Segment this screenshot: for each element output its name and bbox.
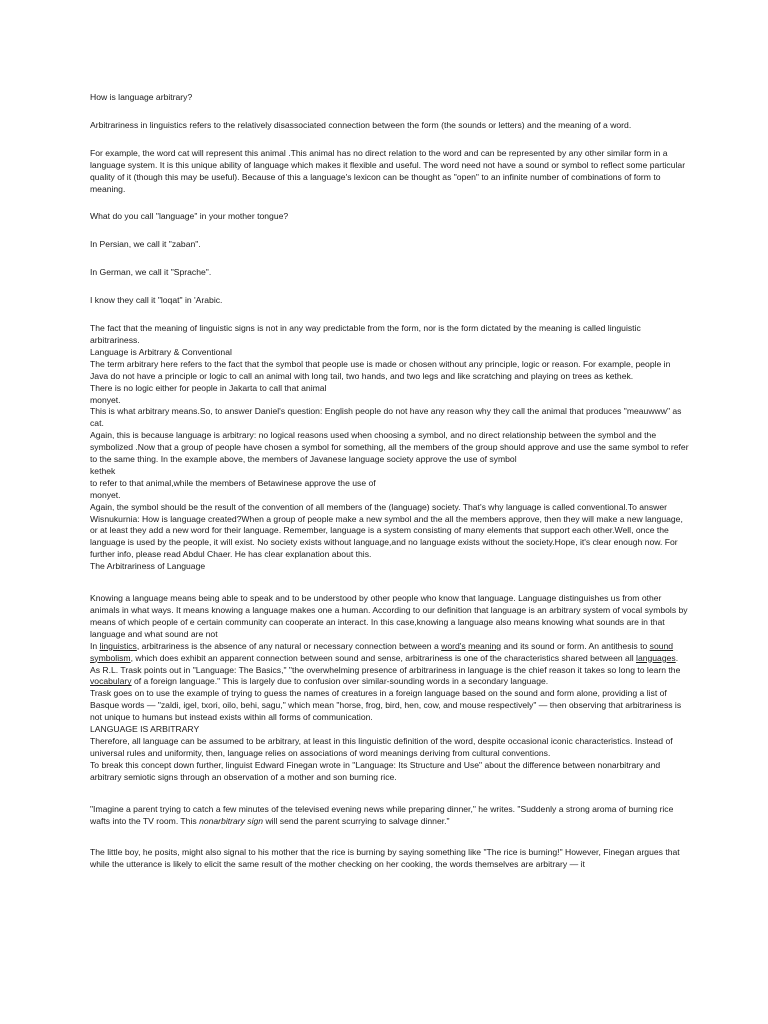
paragraph-trask-quote	[90, 665, 690, 689]
line-kethek: kethek	[90, 465, 116, 476]
link-word[interactable]: word's	[441, 640, 466, 651]
text-run: , arbitrariness is the absence of any natural or necessary connection between a	[136, 640, 442, 651]
line-monyet-2: monyet.	[90, 489, 121, 500]
paragraph-burning-rice-quote	[90, 804, 690, 828]
heading-arbitrariness-of-language: The Arbitrariness of Language	[90, 561, 206, 572]
paragraph-finegan: To break this concept down further, linguist Edward Finegan wrote in "Language: Its Structure and Use" about the difference between nonarbitrary and arbitrary semiotic signs through an observation of a mother and son burning rice.	[90, 759, 661, 782]
text-run: of a foreign language." This is largely due to confusion over similar-sounding words in a secondary language.	[131, 676, 549, 687]
document-page	[90, 92, 690, 871]
paragraph-again-arbitrary: Again, this is because language is arbitrary: no logical reasons used when choosing a symbol, and no direct relationship between the symbol and the symbolized .Now that a group of people have chosen a symbol for something, all the members of the group should approve and use the same symbol to refer to the same thing. In the example above, the members of Javanese language society approve the use of symbol	[90, 430, 689, 465]
text-run: and its sound or form. An antithesis to	[501, 640, 650, 651]
link-meaning[interactable]: meaning	[468, 640, 502, 651]
paragraph-convention: Again, the symbol should be the result of the convention of all members of the (language) society. That's why language is called conventional.To answer Wisnukurnia: How is language created?When a group of people make a new symbol and the all the members approve, then they will make a new language, or at least they add a new word for their language. Remember, language is a system consisting of many elements that support each other.Well, once the language is used by the people, it will exist. No society exists without language,and no language exists without the society.Hope, it's clear enough now. For further info, please read Abdul Chaer. He has clear explanation about this.	[90, 501, 683, 560]
text-run: .	[675, 652, 679, 663]
line-german: In German, we call it "Sprache".	[90, 267, 212, 278]
link-sound-symbolism[interactable]: sound symbolism	[90, 640, 674, 663]
doc-title: How is language arbitrary?	[90, 92, 193, 102]
paragraph-daniel-question: This is what arbitrary means.So, to answer Daniel's question: English people do not have any reason why they call the animal that produces "meauwww" as	[90, 406, 682, 417]
line-jakarta: There is no logic either for people in Jakarta to call that animal	[90, 382, 327, 393]
emphasis-nonarbitrary-sign: nonarbitrary sign	[199, 815, 264, 826]
line-monyet: monyet.	[90, 394, 121, 405]
line-persian: In Persian, we call it "zaban".	[90, 239, 201, 250]
text-run: In	[90, 640, 100, 651]
text-run: As R.L. Trask points out in "Language: The Basics," "the overwhelming presence of arbitrariness in language is the chief reason it takes so long to learn the	[90, 664, 681, 675]
paragraph-cultural-conventions: Therefore, all language can be assumed to be arbitrary, at least in this linguistic definition of the word, despite occasional iconic characteristics. Instead of universal rules and uniformity, then, language relies on associations of word meanings deriving from cultural conventions.	[90, 735, 673, 758]
line-betawinese: to refer to that animal,while the members of Betawinese approve the use of	[90, 477, 376, 488]
line-arabic: I know they call it "loqat" in 'Arabic.	[90, 295, 223, 306]
line-cat: cat.	[90, 418, 104, 429]
paragraph-definition: Arbitrariness in linguistics refers to the relatively disassociated connection between the form (the sounds or letters) and the meaning of a word.	[90, 119, 632, 130]
heading-arbitrary-conventional: Language is Arbitrary & Conventional	[90, 346, 232, 357]
text-run: will send the parent scurrying to salvage dinner."	[263, 815, 450, 826]
heading-language-is-arbitrary: LANGUAGE IS ARBITRARY	[90, 724, 200, 735]
paragraph-example-cat: For example, the word cat will represent this animal .This animal has no direct relation to the word and can be represented by any other similar form in a language system. It is this unique ability of language which makes it flexible and useful. The word need not have a sound or symbol to reflect some particular quality of it (though this may be useful). Because of this a language's lexicon can be thought as "open" to an infinite number of combinations of form to meaning.	[90, 147, 686, 194]
text-run: , which does exhibit an apparent connection between sound and sense, arbitrariness is one of the characteristics shared between all	[130, 652, 637, 663]
paragraph-linguistics-definition	[90, 641, 690, 665]
paragraph-little-boy: The little boy, he posits, might also signal to his mother that the rice is burning by saying something like "The rice is burning!" However, Finegan argues that while the utterance is likely to elicit the same result of the mother checking on her cooking, the words themselves are arbitrary — it	[90, 847, 680, 870]
question-mother-tongue: What do you call "language" in your mother tongue?	[90, 211, 289, 222]
paragraph-knowing-language: Knowing a language means being able to speak and to be understood by other people who know that language. Language distinguishes us from other animals in what ways. It means knowing a language makes one a human. According to our definition that language is an arbitrary system of vocal symbols by means of which people of e certain community can cooperate an interact. In this case,knowing a language also means knowing what sounds are in that language and what sound are not	[90, 593, 688, 639]
paragraph-linguistic-arbitrariness: The fact that the meaning of linguistic signs is not in any way predictable from the form, nor is the form dictated by the meaning is called linguistic arbitrariness.	[90, 323, 641, 345]
paragraph-term-arbitrary: The term arbitrary here refers to the fact that the symbol that people use is made or chosen without any principle, logic or reason. For example, people in Java do not have a principle or logic to call an animal with long tail, two hands, and two legs and like scratching and playing on trees as kethek.	[90, 358, 671, 381]
text-run: "Imagine a parent trying to catch a few minutes of the televised evening news while preparing dinner," he writes. "Suddenly a strong aroma of burning rice wafts into the TV room. This	[90, 803, 674, 826]
paragraph-basque-example: Trask goes on to use the example of trying to guess the names of creatures in a foreign language based on the sound and form alone, providing a list of Basque words — "zaldi, igel, txori, oilo, behi, sagu," which mean "horse, frog, bird, hen, cow, and mouse respectively" — then observing that arbitrariness is not unique to humans but instead exists within all forms of communication.	[90, 688, 682, 723]
link-vocabulary[interactable]: vocabulary	[90, 676, 132, 687]
link-linguistics[interactable]: linguistics	[99, 640, 137, 651]
link-languages[interactable]: languages	[636, 652, 676, 663]
